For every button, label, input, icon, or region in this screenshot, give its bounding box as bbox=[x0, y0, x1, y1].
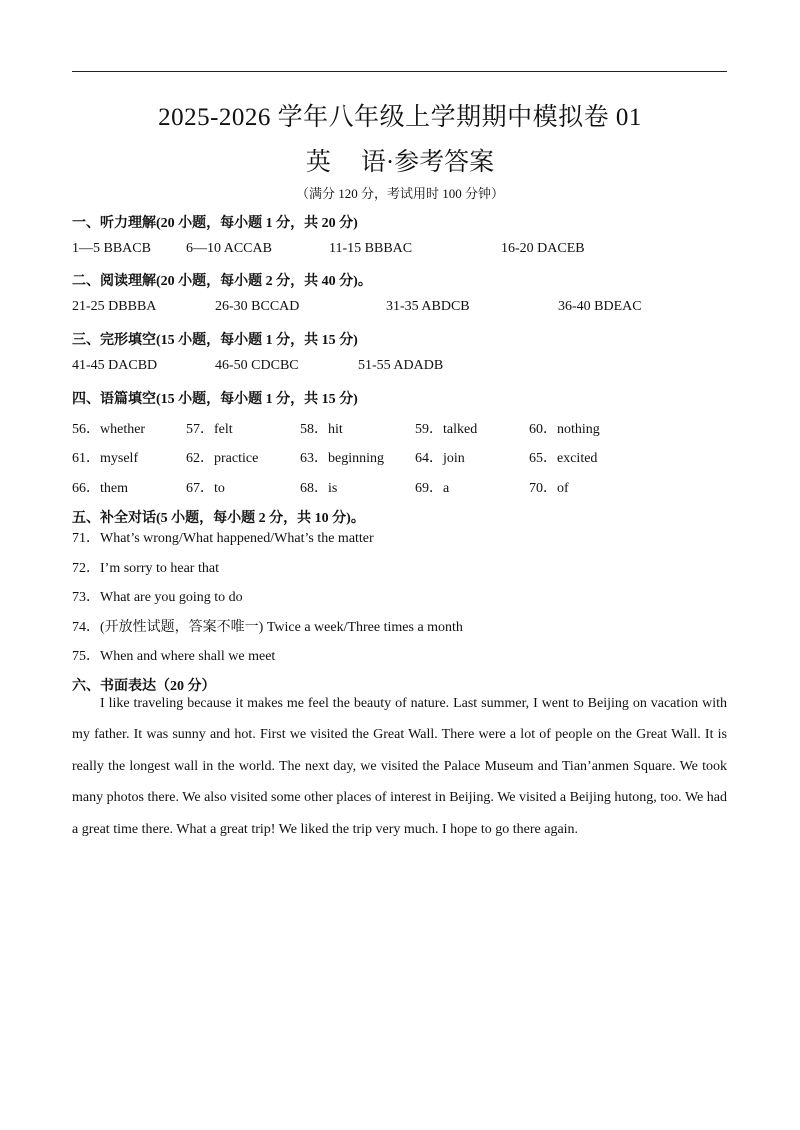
answer-group: 51-55 ADADB bbox=[358, 358, 444, 373]
answer-group: 46-50 CDCBC bbox=[215, 358, 299, 373]
blank-answer: 65．excited bbox=[529, 451, 598, 466]
top-rule bbox=[72, 71, 727, 72]
dialogue-answer: 73．What are you going to do bbox=[72, 590, 243, 605]
answer-group: 21-25 DBBBA bbox=[72, 299, 157, 314]
section-heading-cloze: 三、完形填空(15 小题，每小题 1 分，共 15 分) bbox=[72, 333, 358, 348]
answer-group: 1—5 BBACB bbox=[72, 241, 151, 256]
dialogue-answer: 71．What’s wrong/What happened/What’s the matter bbox=[72, 531, 374, 546]
blank-answer: 61．myself bbox=[72, 451, 139, 466]
page-title: 2025-2026 学年八年级上学期期中模拟卷 01 bbox=[158, 104, 642, 131]
section-heading-reading: 二、阅读理解(20 小题，每小题 2 分，共 40 分)。 bbox=[72, 274, 372, 289]
blank-answer: 70．of bbox=[529, 481, 569, 496]
model-essay: I like traveling because it makes me feel the beauty of nature. Last summer, I went to Beijing on vacation with my father. It was sunny and hot. First we visited the Great Wall. There were a lot of people on the Great Wall. It is really the longest wall in the world. The next day, we visited the Palace Museum and Tian’anmen Square. We took many photos there. We also visited some other places of interest in Beijing. We visited a Beijing hutong, too. We had a great time there. What a great trip! We liked the trip very much. I hope to go there again. bbox=[72, 696, 727, 837]
dialogue-answer: 75．When and where shall we meet bbox=[72, 649, 276, 664]
blank-answer: 63．beginning bbox=[300, 451, 384, 466]
exam-note: （满分 120 分，考试用时 100 分钟） bbox=[295, 186, 504, 201]
section-heading-passage-fill: 四、语篇填空(15 小题，每小题 1 分，共 15 分) bbox=[72, 392, 358, 407]
blank-answer: 59．talked bbox=[415, 422, 478, 437]
blank-answer: 68．is bbox=[300, 481, 338, 496]
blank-answer: 58．hit bbox=[300, 422, 343, 437]
blank-answer: 60．nothing bbox=[529, 422, 600, 437]
blank-answer: 57．felt bbox=[186, 422, 233, 437]
blank-answer: 66．them bbox=[72, 481, 128, 496]
answer-group: 31-35 ABDCB bbox=[386, 299, 470, 314]
blank-answer: 67．to bbox=[186, 481, 225, 496]
blank-answer: 62．practice bbox=[186, 451, 259, 466]
dialogue-answer: 74．(开放性试题，答案不唯一) Twice a week/Three times a month bbox=[72, 620, 463, 635]
blank-answer: 56．whether bbox=[72, 422, 146, 437]
section-heading-listening: 一、听力理解(20 小题，每小题 1 分，共 20 分) bbox=[72, 216, 358, 231]
answer-group: 41-45 DACBD bbox=[72, 358, 158, 373]
dialogue-answer: 72．I’m sorry to hear that bbox=[72, 561, 219, 576]
blank-answer: 64．join bbox=[415, 451, 465, 466]
section-heading-writing: 六、书面表达（20 分） bbox=[72, 679, 216, 694]
answer-group: 11-15 BBBAC bbox=[329, 241, 413, 256]
answer-group: 16-20 DACEB bbox=[501, 241, 585, 256]
blank-answer: 69．a bbox=[415, 481, 450, 496]
answer-group: 26-30 BCCAD bbox=[215, 299, 300, 314]
answer-group: 36-40 BDEAC bbox=[558, 299, 642, 314]
subtitle-part-2: 语·参考答案 bbox=[360, 149, 495, 176]
subtitle-part-1: 英 bbox=[305, 149, 331, 176]
page-subtitle bbox=[0, 142, 800, 178]
answer-group: 6—10 ACCAB bbox=[186, 241, 272, 256]
section-heading-dialogue: 五、补全对话(5 小题，每小题 2 分，共 10 分)。 bbox=[72, 511, 365, 526]
